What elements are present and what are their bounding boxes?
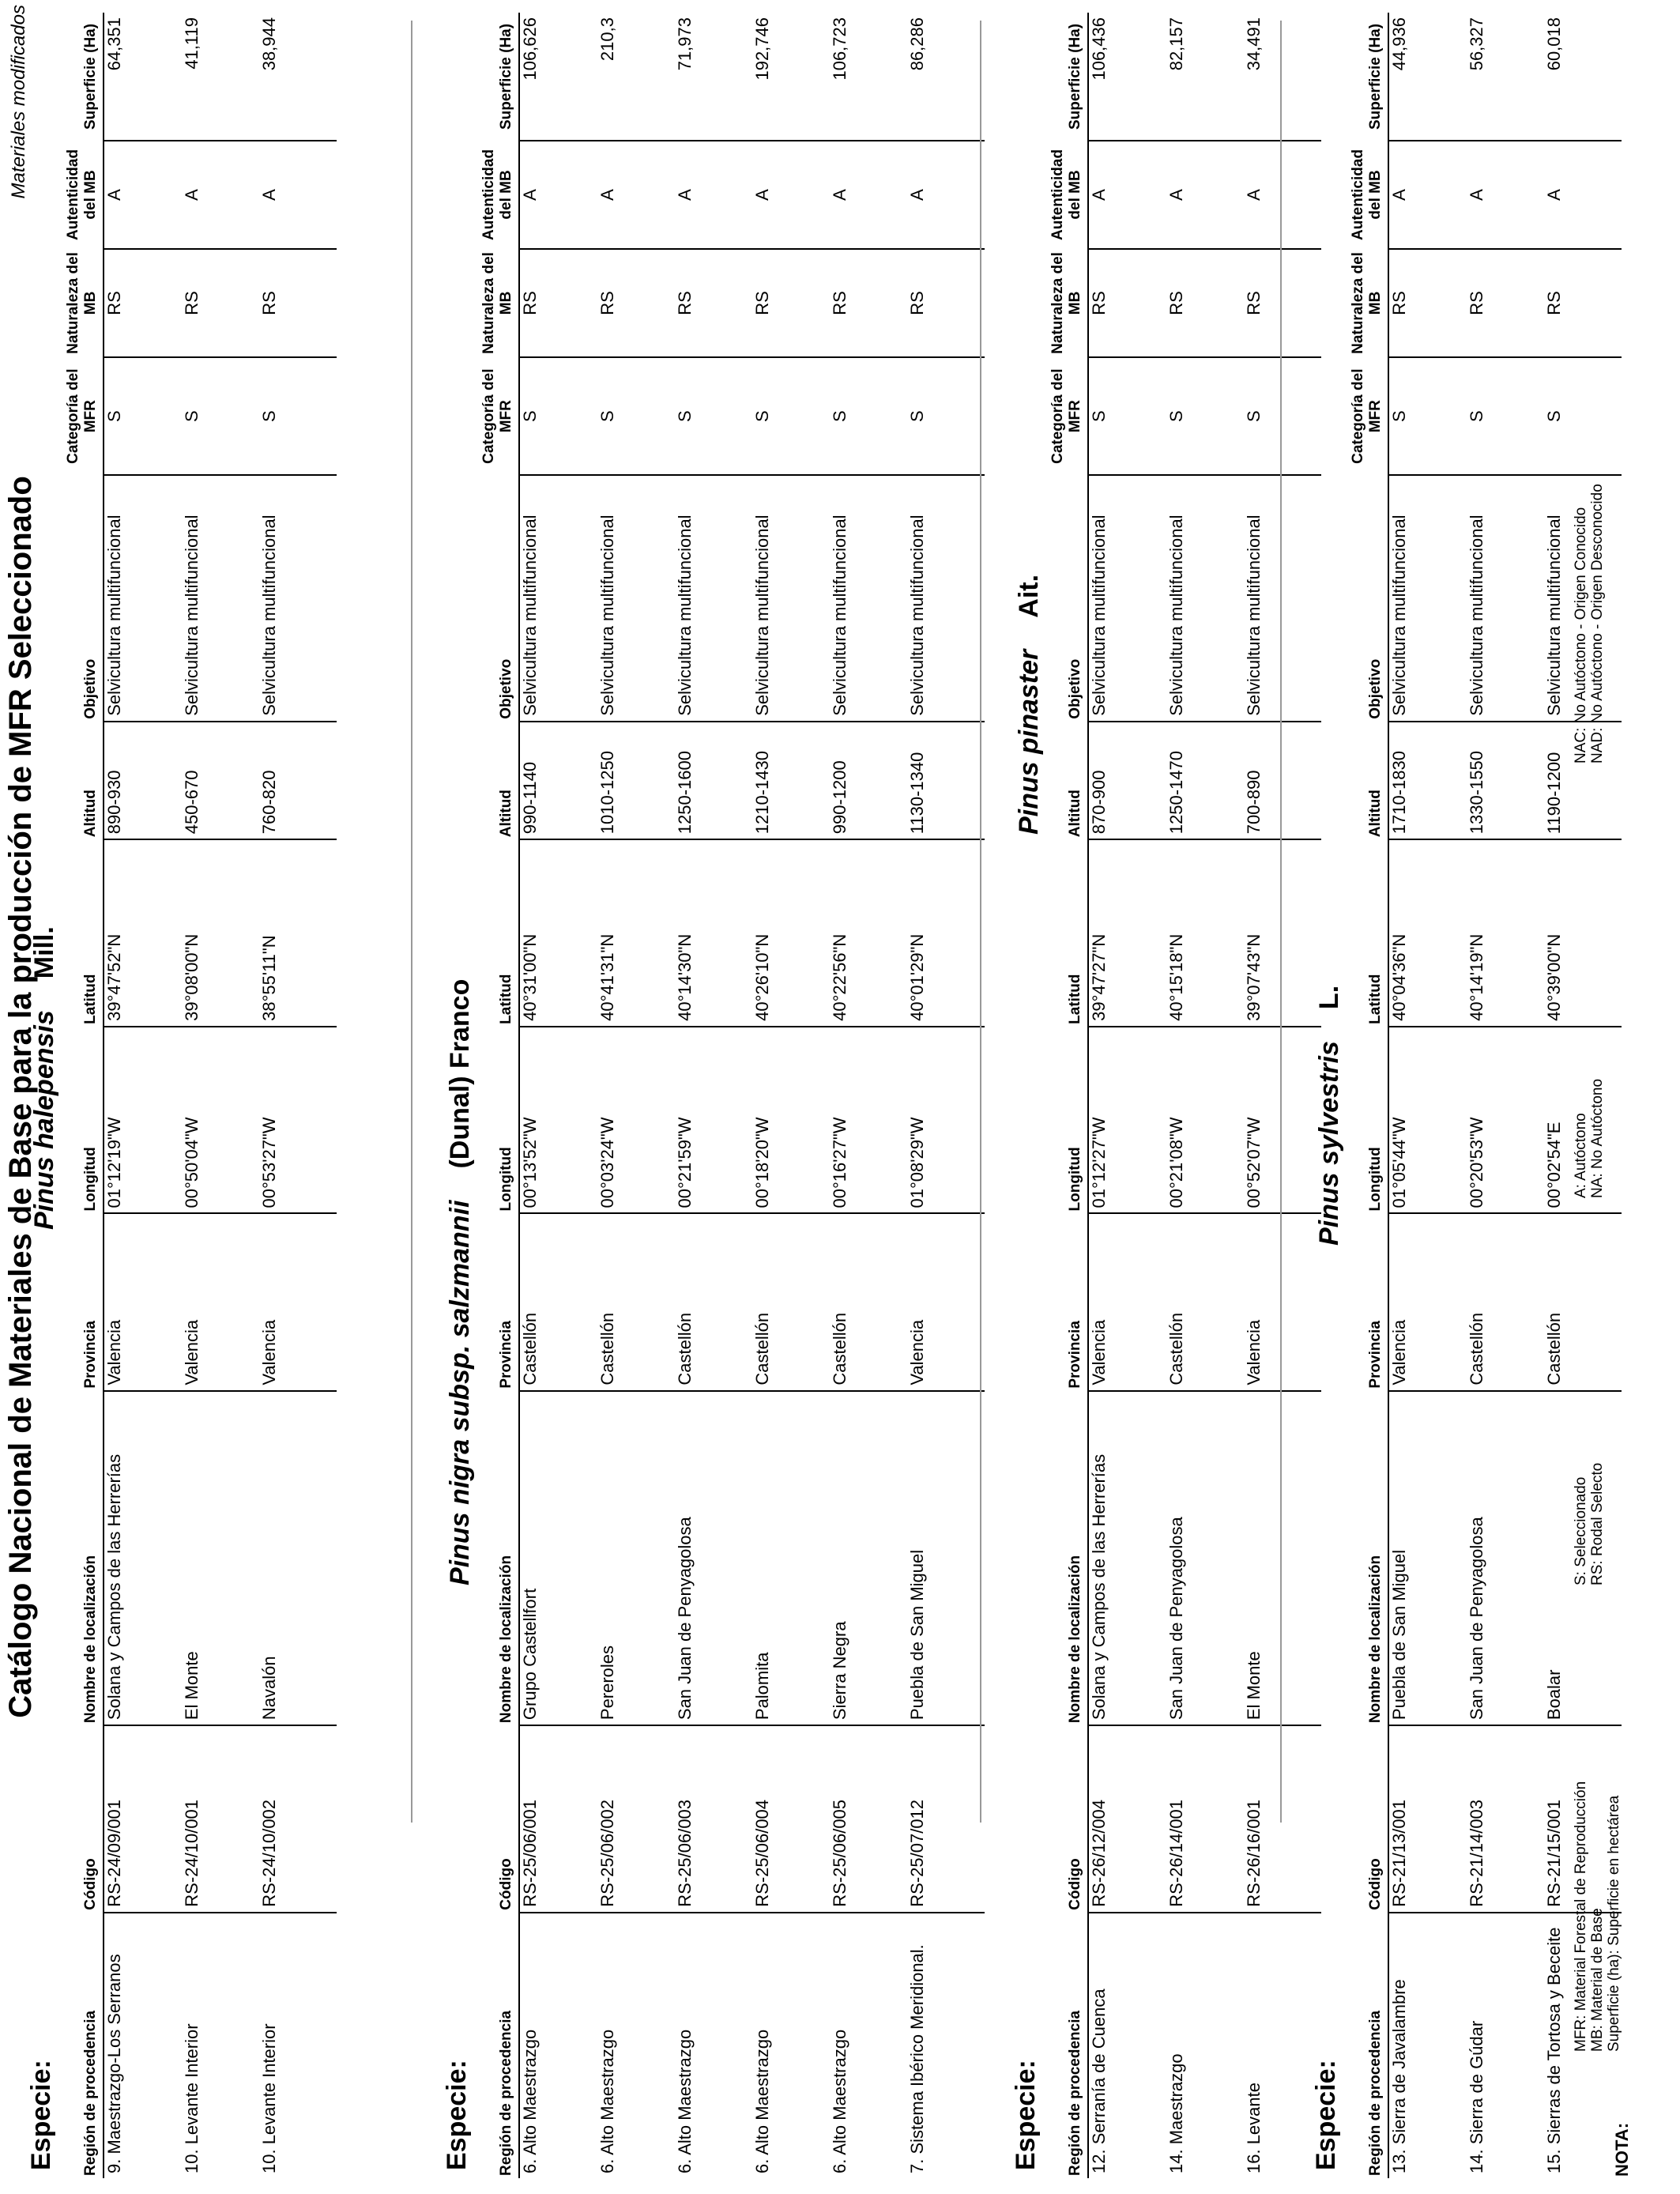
column-header: Longitud bbox=[1348, 1027, 1388, 1214]
table-cell: 00°52'07"W bbox=[1244, 1027, 1321, 1214]
species-name bbox=[445, 979, 476, 1585]
table-cell: RS bbox=[1388, 249, 1467, 357]
table-cell: Selvicultura multifuncional bbox=[182, 475, 259, 721]
table-cell: A bbox=[1544, 141, 1622, 249]
table-cell: RS-25/06/003 bbox=[675, 1725, 752, 1913]
table-cell: 01°08'29"W bbox=[907, 1027, 985, 1214]
table-cell: 56,327 bbox=[1467, 17, 1486, 71]
table-cell: San Juan de Penyagolosa bbox=[1467, 1391, 1544, 1725]
column-header: Altitud bbox=[63, 722, 104, 839]
table-cell: 00°20'53"W bbox=[1467, 1027, 1544, 1214]
table-cell: 1250-1470 bbox=[1166, 722, 1244, 839]
species-author: Ait. bbox=[1014, 574, 1044, 618]
species-name bbox=[1014, 575, 1045, 835]
table-cell: 106,436 bbox=[1089, 17, 1109, 81]
especie-label: Especie: bbox=[1011, 2060, 1041, 2170]
table-cell: Selvicultura multifuncional bbox=[1544, 475, 1622, 721]
table-cell: 71,973 bbox=[675, 17, 695, 71]
table-cell: S bbox=[1166, 357, 1244, 475]
table-cell: Palomita bbox=[752, 1391, 830, 1725]
table-cell: S bbox=[1388, 357, 1467, 475]
table-cell: RS bbox=[182, 249, 259, 357]
table-row bbox=[1088, 13, 1166, 2178]
table-cell: 00°16'27"W bbox=[830, 1027, 907, 1214]
table-cell: 1330-1550 bbox=[1467, 722, 1544, 839]
table-cell: S bbox=[907, 357, 985, 475]
table-cell: S bbox=[752, 357, 830, 475]
especie-label: Especie: bbox=[26, 2060, 56, 2170]
table-cell: 192,746 bbox=[752, 17, 772, 81]
column-header: Provincia bbox=[63, 1213, 104, 1390]
table-cell: Valencia bbox=[1244, 1213, 1321, 1390]
table-cell: A bbox=[907, 141, 985, 249]
table-row bbox=[597, 13, 675, 2178]
table-cell: 01°12'27"W bbox=[1088, 1027, 1166, 1214]
species-name bbox=[1314, 986, 1345, 1246]
nota-col-2 bbox=[1573, 1463, 1606, 1585]
table-cell: 40°26'10"N bbox=[752, 839, 830, 1027]
table-cell: 82,157 bbox=[1166, 17, 1186, 71]
column-header: Autenticidad del MB bbox=[479, 141, 519, 249]
column-header: Nombre de localización bbox=[63, 1391, 104, 1725]
table-cell: 34,491 bbox=[1244, 17, 1264, 71]
table-row bbox=[752, 13, 830, 2178]
table-cell: RS-26/14/001 bbox=[1166, 1725, 1244, 1913]
table-cell: Selvicultura multifuncional bbox=[1388, 475, 1467, 721]
especie-label: Especie: bbox=[1311, 2060, 1341, 2170]
species-genus: Pinus halepensis bbox=[29, 1010, 59, 1230]
table-cell: RS-25/06/002 bbox=[597, 1725, 675, 1913]
table-cell: 00°50'04"W bbox=[182, 1027, 259, 1214]
section-header bbox=[1000, 13, 1048, 2178]
table-cell: 450-670 bbox=[182, 722, 259, 839]
column-header: Latitud bbox=[479, 839, 519, 1027]
nota-line: MB: Material de Base bbox=[1589, 1908, 1606, 2052]
table-cell: Valencia bbox=[104, 1213, 182, 1390]
column-header: Nombre de localización bbox=[1348, 1391, 1388, 1725]
column-header: Naturaleza del MB bbox=[63, 249, 104, 357]
table-row bbox=[675, 13, 752, 2178]
table-cell: 40°14'30"N bbox=[675, 839, 752, 1027]
table-cell: Valencia bbox=[182, 1213, 259, 1390]
table-cell: RS-25/07/012 bbox=[907, 1725, 985, 1913]
table-cell: RS bbox=[675, 249, 752, 357]
table-cell: 44,936 bbox=[1389, 17, 1409, 71]
table-cell: A bbox=[519, 141, 597, 249]
column-header: Categoría del MFR bbox=[1348, 357, 1388, 475]
table-cell: Castellón bbox=[519, 1213, 597, 1390]
column-header: Naturaleza del MB bbox=[1348, 249, 1388, 357]
table-cell: 86,286 bbox=[907, 17, 927, 71]
table-cell: S bbox=[1088, 357, 1166, 475]
table-cell: 39°07'43"N bbox=[1244, 839, 1321, 1027]
table-cell: 38°55'11"N bbox=[259, 839, 337, 1027]
section-divider bbox=[980, 21, 981, 1823]
table-cell: RS bbox=[519, 249, 597, 357]
table-header-row bbox=[63, 13, 104, 2178]
species-name bbox=[29, 926, 60, 1230]
table-cell: A bbox=[1166, 141, 1244, 249]
table-cell: Selvicultura multifuncional bbox=[104, 475, 182, 721]
nota-line: RS: Rodal Selecto bbox=[1589, 1462, 1606, 1585]
species-genus: Pinus pinaster bbox=[1014, 649, 1044, 835]
table-cell: 760-820 bbox=[259, 722, 337, 839]
section-header bbox=[16, 13, 63, 2178]
table-cell: 14. Sierra de Gúdar bbox=[1467, 1913, 1544, 2178]
page-title: Catálogo Nacional de Materiales de Base para la producción de MFR Seleccionado bbox=[3, 476, 38, 1718]
table-cell: 1190-1200 bbox=[1544, 722, 1622, 839]
table-cell: 7. Sistema Ibérico Meridional. bbox=[907, 1913, 985, 2178]
column-header: Latitud bbox=[63, 839, 104, 1027]
table-cell: RS bbox=[1467, 249, 1544, 357]
species-author: Mill. bbox=[29, 926, 59, 979]
table-cell: RS-25/06/005 bbox=[830, 1725, 907, 1913]
table-cell: 1210-1430 bbox=[752, 722, 830, 839]
column-header: Longitud bbox=[63, 1027, 104, 1214]
species-author: L. bbox=[1314, 985, 1344, 1010]
table-cell: 870-900 bbox=[1088, 722, 1166, 839]
column-header: Objetivo bbox=[1348, 475, 1388, 721]
table-cell: Grupo Castellfort bbox=[519, 1391, 597, 1725]
table-cell: 890-930 bbox=[104, 722, 182, 839]
table-cell: 16. Levante bbox=[1244, 1913, 1321, 2178]
table-cell: 106,626 bbox=[520, 17, 540, 81]
table-cell: Selvicultura multifuncional bbox=[907, 475, 985, 721]
table-cell: 40°15'18"N bbox=[1166, 839, 1244, 1027]
nota-line: MFR: Material Forestal de Reproducción bbox=[1573, 1781, 1589, 2052]
column-header: Objetivo bbox=[479, 475, 519, 721]
table-cell: 13. Sierra de Javalambre bbox=[1388, 1913, 1467, 2178]
table-cell: 6. Alto Maestrazgo bbox=[519, 1913, 597, 2178]
table-cell: 15. Sierras de Tortosa y Beceite bbox=[1544, 1913, 1622, 2178]
section-header bbox=[1301, 13, 1348, 2178]
table-cell: RS bbox=[104, 249, 182, 357]
table-row bbox=[830, 13, 907, 2178]
table-cell: Valencia bbox=[1388, 1213, 1467, 1390]
section-header bbox=[431, 13, 479, 2178]
table-cell: 38,944 bbox=[259, 17, 279, 71]
table-cell: Selvicultura multifuncional bbox=[259, 475, 337, 721]
table-cell: S bbox=[1244, 357, 1321, 475]
table-cell: 1710-1830 bbox=[1388, 722, 1467, 839]
table-cell: A bbox=[104, 141, 182, 249]
table-cell: A bbox=[597, 141, 675, 249]
column-header: Superficie (Ha) bbox=[479, 13, 519, 141]
nota-line: NAC: No Autóctono - Origen Conocido bbox=[1573, 507, 1589, 763]
section-divider bbox=[411, 21, 412, 1823]
table-cell: S bbox=[830, 357, 907, 475]
nota-col-1 bbox=[1573, 1781, 1622, 2052]
column-header: Región de procedencia bbox=[479, 1913, 519, 2178]
table-cell: Selvicultura multifuncional bbox=[830, 475, 907, 721]
table-row bbox=[519, 13, 597, 2178]
table-cell: A bbox=[1467, 141, 1544, 249]
nota-col-4 bbox=[1573, 484, 1606, 763]
column-header: Autenticidad del MB bbox=[63, 141, 104, 249]
nota-col-3 bbox=[1573, 1079, 1606, 1198]
table-cell: 39°47'52"N bbox=[104, 839, 182, 1027]
table-cell: RS-21/15/001 bbox=[1544, 1725, 1622, 1913]
table-cell: A bbox=[675, 141, 752, 249]
table-row bbox=[907, 13, 985, 2178]
table-row bbox=[1388, 13, 1467, 2178]
table-row bbox=[104, 13, 182, 2178]
table-cell: RS bbox=[1544, 249, 1622, 357]
column-header: Superficie (Ha) bbox=[1348, 13, 1388, 141]
table-cell: RS bbox=[907, 249, 985, 357]
table-cell: Selvicultura multifuncional bbox=[519, 475, 597, 721]
table-cell: A bbox=[1388, 141, 1467, 249]
table-cell: RS-21/14/003 bbox=[1467, 1725, 1544, 1913]
table-cell: A bbox=[752, 141, 830, 249]
table-cell: 40°22'56"N bbox=[830, 839, 907, 1027]
table-cell: 40°04'36"N bbox=[1388, 839, 1467, 1027]
column-header: Provincia bbox=[479, 1213, 519, 1390]
table-cell: RS bbox=[597, 249, 675, 357]
table-row bbox=[1166, 13, 1244, 2178]
table-cell: Navalón bbox=[259, 1391, 337, 1725]
column-header: Objetivo bbox=[63, 475, 104, 721]
table-cell: Selvicultura multifuncional bbox=[752, 475, 830, 721]
table-cell: RS bbox=[830, 249, 907, 357]
nota-line: NA: No Autóctono bbox=[1589, 1078, 1606, 1198]
table-cell: Pereroles bbox=[597, 1391, 675, 1725]
table-cell: S bbox=[1467, 357, 1544, 475]
table-cell: Selvicultura multifuncional bbox=[675, 475, 752, 721]
column-header: Código bbox=[1048, 1725, 1088, 1913]
table-cell: Castellón bbox=[1544, 1213, 1622, 1390]
table-cell: 14. Maestrazgo bbox=[1166, 1913, 1244, 2178]
column-header: Altitud bbox=[479, 722, 519, 839]
species-section bbox=[16, 13, 337, 2178]
table-cell: San Juan de Penyagolosa bbox=[675, 1391, 752, 1725]
column-header: Longitud bbox=[479, 1027, 519, 1214]
column-header: Autenticidad del MB bbox=[1348, 141, 1388, 249]
nota-line: Superficie (ha): Superficie en hectárea bbox=[1606, 1795, 1622, 2052]
table-cell: 6. Alto Maestrazgo bbox=[830, 1913, 907, 2178]
table-cell: RS bbox=[1166, 249, 1244, 357]
table-cell: 01°05'44"W bbox=[1388, 1027, 1467, 1214]
column-header: Naturaleza del MB bbox=[479, 249, 519, 357]
table-cell: 10. Levante Interior bbox=[259, 1913, 337, 2178]
table-cell: Selvicultura multifuncional bbox=[1088, 475, 1166, 721]
table-cell: 10. Levante Interior bbox=[182, 1913, 259, 2178]
table-row bbox=[182, 13, 259, 2178]
table-cell: A bbox=[259, 141, 337, 249]
table-cell: Castellón bbox=[1166, 1213, 1244, 1390]
table-header-row bbox=[1048, 13, 1088, 2178]
table-cell: A bbox=[182, 141, 259, 249]
column-header: Región de procedencia bbox=[1348, 1913, 1388, 2178]
table-cell: 9. Maestrazgo-Los Serranos bbox=[104, 1913, 182, 2178]
table-cell: 41,119 bbox=[182, 17, 202, 70]
table-cell: 6. Alto Maestrazgo bbox=[752, 1913, 830, 2178]
species-genus: Pinus nigra subsp. salzmannii bbox=[445, 1200, 475, 1585]
column-header: Latitud bbox=[1048, 839, 1088, 1027]
table-cell: 990-1200 bbox=[830, 722, 907, 839]
column-header: Categoría del MFR bbox=[479, 357, 519, 475]
table-cell: S bbox=[1544, 357, 1622, 475]
table-cell: 1250-1600 bbox=[675, 722, 752, 839]
table-cell: Castellón bbox=[1467, 1213, 1544, 1390]
column-header: Naturaleza del MB bbox=[1048, 249, 1088, 357]
table-cell: RS-24/10/002 bbox=[259, 1725, 337, 1913]
table-cell: 40°01'29"N bbox=[907, 839, 985, 1027]
table-cell: RS bbox=[1088, 249, 1166, 357]
table-cell: RS-21/13/001 bbox=[1388, 1725, 1467, 1913]
table-cell: El Monte bbox=[182, 1391, 259, 1725]
table-cell: RS-26/16/001 bbox=[1244, 1725, 1321, 1913]
column-header: Autenticidad del MB bbox=[1048, 141, 1088, 249]
table-cell: 6. Alto Maestrazgo bbox=[675, 1913, 752, 2178]
table-cell: 01°12'19"W bbox=[104, 1027, 182, 1214]
species-author: (Dunal) Franco bbox=[445, 978, 475, 1169]
table-cell: RS-25/06/001 bbox=[519, 1725, 597, 1913]
column-header: Nombre de localización bbox=[479, 1391, 519, 1725]
column-header: Altitud bbox=[1048, 722, 1088, 839]
species-genus: Pinus sylvestris bbox=[1314, 1041, 1344, 1246]
table-cell: 210,3 bbox=[597, 17, 617, 62]
nota-line: A: Autóctono bbox=[1573, 1113, 1589, 1198]
column-header: Categoría del MFR bbox=[1048, 357, 1088, 475]
column-header: Región de procedencia bbox=[63, 1913, 104, 2178]
table-cell: Boalar bbox=[1544, 1391, 1622, 1725]
column-header: Código bbox=[479, 1725, 519, 1913]
table-cell: 40°41'31"N bbox=[597, 839, 675, 1027]
table-cell: RS bbox=[259, 249, 337, 357]
column-header: Provincia bbox=[1048, 1213, 1088, 1390]
column-header: Latitud bbox=[1348, 839, 1388, 1027]
table-cell: 990-1140 bbox=[519, 722, 597, 839]
column-header: Región de procedencia bbox=[1048, 1913, 1088, 2178]
table-cell: Selvicultura multifuncional bbox=[1244, 475, 1321, 721]
table-cell: A bbox=[1244, 141, 1321, 249]
species-table bbox=[479, 13, 985, 2178]
table-cell: 00°03'24"W bbox=[597, 1027, 675, 1214]
table-cell: 39°08'00"N bbox=[182, 839, 259, 1027]
table-cell: RS bbox=[1244, 249, 1321, 357]
table-cell: Valencia bbox=[1088, 1213, 1166, 1390]
table-cell: 60,018 bbox=[1544, 17, 1564, 71]
table-cell: 00°21'08"W bbox=[1166, 1027, 1244, 1214]
table-cell: RS bbox=[752, 249, 830, 357]
table-cell: El Monte bbox=[1244, 1391, 1321, 1725]
table-cell: RS-26/12/004 bbox=[1088, 1725, 1166, 1913]
species-section bbox=[1000, 13, 1321, 2178]
table-cell: Castellón bbox=[752, 1213, 830, 1390]
column-header: Superficie (Ha) bbox=[63, 13, 104, 141]
column-header: Superficie (Ha) bbox=[1048, 13, 1088, 141]
table-cell: Valencia bbox=[259, 1213, 337, 1390]
table-cell: Sierra Negra bbox=[830, 1391, 907, 1725]
table-cell: 700-890 bbox=[1244, 722, 1321, 839]
column-header: Longitud bbox=[1048, 1027, 1088, 1214]
table-cell: Selvicultura multifuncional bbox=[1166, 475, 1244, 721]
table-cell: San Juan de Penyagolosa bbox=[1166, 1391, 1244, 1725]
table-cell: S bbox=[519, 357, 597, 475]
table-cell: RS-25/06/004 bbox=[752, 1725, 830, 1913]
column-header: Nombre de localización bbox=[1048, 1391, 1088, 1725]
table-cell: S bbox=[259, 357, 337, 475]
section-divider bbox=[1280, 21, 1282, 1823]
especie-label: Especie: bbox=[442, 2060, 472, 2170]
table-cell: 1010-1250 bbox=[597, 722, 675, 839]
table-cell: S bbox=[675, 357, 752, 475]
table-cell: 1130-1340 bbox=[907, 722, 985, 839]
table-cell: A bbox=[1088, 141, 1166, 249]
table-cell: 40°39'00"N bbox=[1544, 839, 1622, 1027]
table-cell: Puebla de San Miguel bbox=[907, 1391, 985, 1725]
nota-line: NAD: No Autóctono - Origen Desconocido bbox=[1589, 484, 1606, 763]
table-cell: 12. Serranía de Cuenca bbox=[1088, 1913, 1166, 2178]
table-cell: S bbox=[597, 357, 675, 475]
column-header: Código bbox=[63, 1725, 104, 1913]
table-cell: 39°47'27"N bbox=[1088, 839, 1166, 1027]
table-cell: 00°02'54"E bbox=[1544, 1027, 1622, 1214]
table-cell: 40°14'19"N bbox=[1467, 839, 1544, 1027]
table-cell: Valencia bbox=[907, 1213, 985, 1390]
table-row bbox=[259, 13, 337, 2178]
table-cell: Castellón bbox=[597, 1213, 675, 1390]
column-header: Objetivo bbox=[1048, 475, 1088, 721]
table-header-row bbox=[479, 13, 519, 2178]
table-cell: 00°21'59"W bbox=[675, 1027, 752, 1214]
table-cell: 00°53'27"W bbox=[259, 1027, 337, 1214]
nota-label: NOTA: bbox=[1612, 2122, 1632, 2177]
table-cell: 00°13'52"W bbox=[519, 1027, 597, 1214]
table-cell: RS-24/09/001 bbox=[104, 1725, 182, 1913]
column-header: Provincia bbox=[1348, 1213, 1388, 1390]
column-header: Altitud bbox=[1348, 722, 1388, 839]
table-header-row bbox=[1348, 13, 1388, 2178]
table-cell: Puebla de San Miguel bbox=[1388, 1391, 1467, 1725]
table-cell: Castellón bbox=[830, 1213, 907, 1390]
table-cell: 106,723 bbox=[830, 17, 849, 81]
table-cell: 6. Alto Maestrazgo bbox=[597, 1913, 675, 2178]
table-cell: Selvicultura multifuncional bbox=[1467, 475, 1544, 721]
table-cell: Solana y Campos de las Herrerías bbox=[104, 1391, 182, 1725]
table-cell: Solana y Campos de las Herrerías bbox=[1088, 1391, 1166, 1725]
table-cell: A bbox=[830, 141, 907, 249]
table-row bbox=[1467, 13, 1544, 2178]
nota-line: S: Seleccionado bbox=[1573, 1476, 1589, 1585]
table-cell: S bbox=[104, 357, 182, 475]
column-header: Categoría del MFR bbox=[63, 357, 104, 475]
table-cell: RS-24/10/001 bbox=[182, 1725, 259, 1913]
species-table bbox=[63, 13, 337, 2178]
table-cell: 40°31'00"N bbox=[519, 839, 597, 1027]
species-section bbox=[431, 13, 985, 2178]
table-cell: Castellón bbox=[675, 1213, 752, 1390]
page-subtitle: Materiales modificados bbox=[8, 5, 29, 199]
table-cell: 00°18'20"W bbox=[752, 1027, 830, 1214]
table-cell: Selvicultura multifuncional bbox=[597, 475, 675, 721]
table-cell: S bbox=[182, 357, 259, 475]
table-cell: 64,351 bbox=[104, 17, 124, 71]
column-header: Código bbox=[1348, 1725, 1388, 1913]
